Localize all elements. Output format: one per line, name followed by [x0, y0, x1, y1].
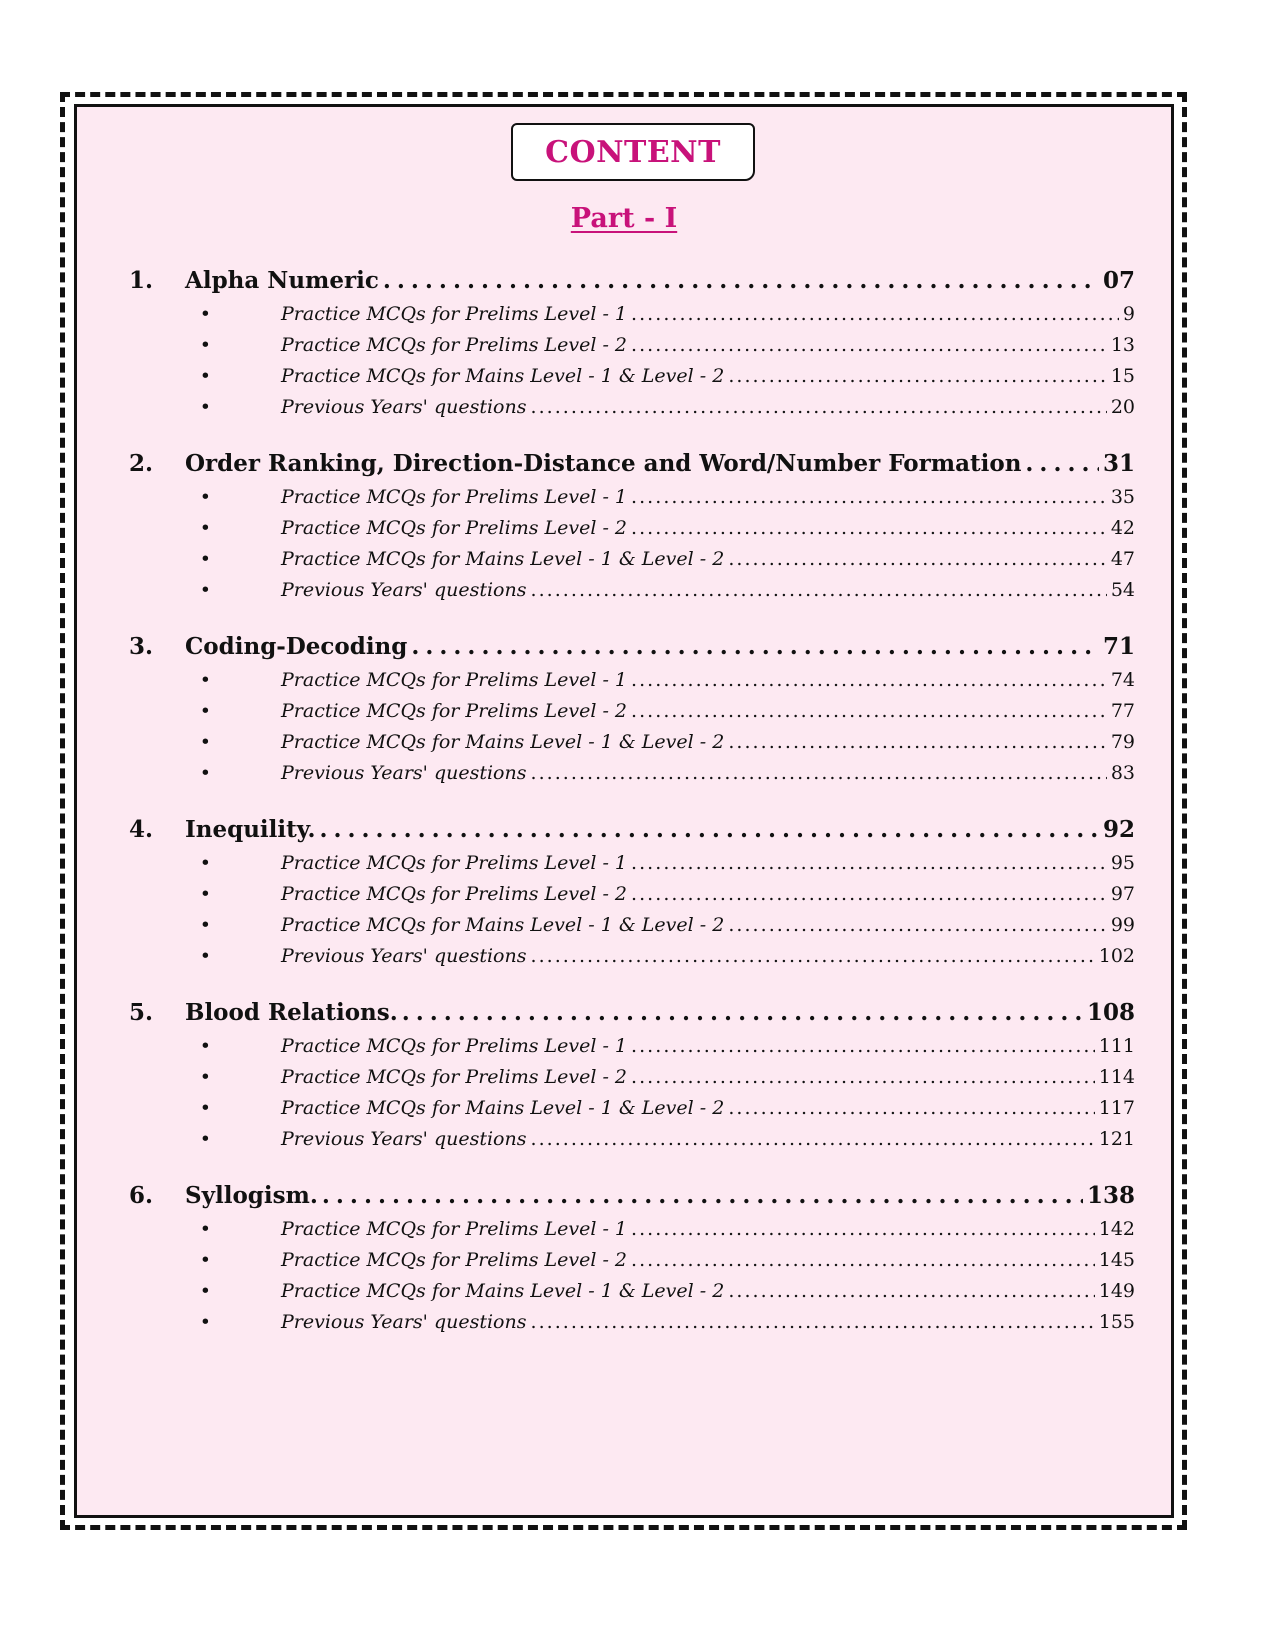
chapter-number: 4.	[129, 816, 154, 843]
subsection-entry[interactable]	[129, 1280, 1135, 1311]
chapter-section	[129, 816, 1135, 976]
subsection-page-number: 155	[1098, 1311, 1135, 1333]
subsection-entry[interactable]	[129, 852, 1135, 883]
dot-leader	[530, 945, 1094, 967]
page-title: CONTENT	[545, 134, 721, 170]
subsection-page-number: 95	[1110, 852, 1135, 874]
subsection-entry[interactable]	[129, 762, 1135, 793]
dot-leader	[728, 1097, 1094, 1119]
bullet-icon: •	[199, 579, 211, 601]
dot-leader	[530, 762, 1106, 784]
subsection-page-number: 35	[1110, 486, 1135, 508]
bullet-icon: •	[199, 852, 211, 874]
subsection-title: Practice MCQs for Prelims Level - 1	[281, 1035, 627, 1057]
chapter-number: 5.	[129, 999, 154, 1026]
chapter-number: 6.	[129, 1182, 154, 1209]
dot-leader	[383, 267, 1099, 294]
subsection-title: Practice MCQs for Prelims Level - 2	[281, 1066, 627, 1088]
chapter-entry[interactable]	[129, 633, 1135, 669]
subsection-entry[interactable]	[129, 700, 1135, 731]
dot-leader	[1025, 450, 1099, 477]
content-panel	[74, 104, 1174, 1518]
subsection-page-number: 9	[1122, 303, 1135, 325]
subsection-title: Practice MCQs for Prelims Level - 2	[281, 700, 627, 722]
subsection-entry[interactable]	[129, 945, 1135, 976]
table-of-contents	[129, 267, 1135, 1365]
subsection-entry[interactable]	[129, 486, 1135, 517]
dot-leader	[728, 1280, 1094, 1302]
dot-leader	[631, 852, 1107, 874]
dot-leader	[631, 700, 1107, 722]
subsection-page-number: 83	[1110, 762, 1135, 784]
subsection-title: Previous Years' questions	[281, 396, 527, 418]
chapter-page-number: 138	[1086, 1182, 1135, 1209]
dot-leader	[631, 669, 1107, 691]
subsection-entry[interactable]	[129, 1128, 1135, 1159]
subsection-title: Practice MCQs for Mains Level - 1 & Level - 2	[281, 914, 725, 936]
dot-leader	[631, 1035, 1095, 1057]
chapter-number: 2.	[129, 450, 154, 477]
subsection-entry[interactable]	[129, 731, 1135, 762]
chapter-page-number: 92	[1102, 816, 1135, 843]
subsection-entry[interactable]	[129, 548, 1135, 579]
bullet-icon: •	[199, 334, 211, 356]
part-heading: Part - I	[570, 203, 678, 234]
chapter-entry[interactable]	[129, 999, 1135, 1035]
dot-leader	[631, 1249, 1095, 1271]
bullet-icon: •	[199, 303, 211, 325]
subsection-page-number: 77	[1110, 700, 1135, 722]
bullet-icon: •	[199, 1249, 211, 1271]
subsection-title: Previous Years' questions	[281, 1128, 527, 1150]
subsection-title: Practice MCQs for Mains Level - 1 & Level - 2	[281, 548, 725, 570]
dot-leader	[411, 633, 1099, 660]
subsection-page-number: 145	[1098, 1249, 1135, 1271]
subsection-page-number: 54	[1110, 579, 1135, 601]
dot-leader	[631, 1218, 1095, 1240]
subsection-entry[interactable]	[129, 303, 1135, 334]
subsection-title: Previous Years' questions	[281, 945, 527, 967]
dot-leader	[728, 548, 1107, 570]
bullet-icon: •	[199, 486, 211, 508]
subsection-title: Practice MCQs for Prelims Level - 1	[281, 669, 627, 691]
bullet-icon: •	[199, 517, 211, 539]
subsection-page-number: 121	[1098, 1128, 1135, 1150]
chapter-section	[129, 1182, 1135, 1342]
dot-leader	[631, 883, 1107, 905]
subsection-entry[interactable]	[129, 1249, 1135, 1280]
subsection-page-number: 15	[1110, 365, 1135, 387]
subsection-page-number: 114	[1098, 1066, 1135, 1088]
chapter-title: Order Ranking, Direction-Distance and Word/Number Formation	[185, 450, 1022, 477]
subsection-title: Practice MCQs for Prelims Level - 1	[281, 852, 627, 874]
dot-leader	[530, 579, 1106, 601]
subsection-title: Previous Years' questions	[281, 1311, 527, 1333]
bullet-icon: •	[199, 945, 211, 967]
chapter-number: 1.	[129, 267, 154, 294]
bullet-icon: •	[199, 883, 211, 905]
chapter-title: Inequility.	[185, 816, 316, 843]
bullet-icon: •	[199, 396, 211, 418]
subsection-title: Practice MCQs for Prelims Level - 2	[281, 1249, 627, 1271]
chapter-page-number: 71	[1102, 633, 1135, 660]
chapter-section	[129, 267, 1135, 427]
bullet-icon: •	[199, 365, 211, 387]
bullet-icon: •	[199, 669, 211, 691]
dot-leader	[530, 1311, 1094, 1333]
bullet-icon: •	[199, 1280, 211, 1302]
subsection-page-number: 149	[1098, 1280, 1135, 1302]
dot-leader	[631, 303, 1119, 325]
bullet-icon: •	[199, 1128, 211, 1150]
subsection-page-number: 111	[1098, 1035, 1135, 1057]
subsection-title: Previous Years' questions	[281, 762, 527, 784]
chapter-section	[129, 633, 1135, 793]
subsection-entry[interactable]	[129, 1218, 1135, 1249]
subsection-page-number: 97	[1110, 883, 1135, 905]
subsection-title: Practice MCQs for Prelims Level - 1	[281, 303, 627, 325]
chapter-title: Blood Relations.	[185, 999, 398, 1026]
dot-leader	[631, 517, 1107, 539]
chapter-page-number: 31	[1102, 450, 1135, 477]
bullet-icon: •	[199, 1218, 211, 1240]
subsection-entry[interactable]	[129, 1311, 1135, 1342]
subsection-entry[interactable]	[129, 1097, 1135, 1128]
chapter-entry[interactable]	[129, 1182, 1135, 1218]
subsection-title: Practice MCQs for Mains Level - 1 & Level - 2	[281, 1280, 725, 1302]
subsection-page-number: 102	[1098, 945, 1135, 967]
subsection-page-number: 142	[1098, 1218, 1135, 1240]
subsection-entry[interactable]	[129, 517, 1135, 548]
subsection-title: Practice MCQs for Mains Level - 1 & Level - 2	[281, 365, 725, 387]
dot-leader	[530, 396, 1106, 418]
chapter-title: Syllogism.	[185, 1182, 318, 1209]
bullet-icon: •	[199, 1066, 211, 1088]
subsection-page-number: 74	[1110, 669, 1135, 691]
bullet-icon: •	[199, 700, 211, 722]
subsection-entry[interactable]	[129, 1035, 1135, 1066]
bullet-icon: •	[199, 548, 211, 570]
subsection-entry[interactable]	[129, 669, 1135, 700]
chapter-page-number: 07	[1102, 267, 1135, 294]
dot-leader	[631, 334, 1107, 356]
dot-leader	[530, 1128, 1094, 1150]
subsection-title: Practice MCQs for Prelims Level - 2	[281, 883, 627, 905]
subsection-entry[interactable]	[129, 883, 1135, 914]
chapter-entry[interactable]	[129, 816, 1135, 852]
chapter-number: 3.	[129, 633, 154, 660]
subsection-entry[interactable]	[129, 334, 1135, 365]
bullet-icon: •	[199, 1311, 211, 1333]
chapter-section	[129, 999, 1135, 1159]
bullet-icon: •	[199, 1035, 211, 1057]
subsection-title: Practice MCQs for Prelims Level - 1	[281, 486, 627, 508]
subsection-page-number: 117	[1098, 1097, 1135, 1119]
bullet-icon: •	[199, 762, 211, 784]
chapter-entry[interactable]	[129, 267, 1135, 303]
bullet-icon: •	[199, 914, 211, 936]
chapter-section	[129, 450, 1135, 610]
dot-leader	[728, 731, 1107, 753]
subsection-title: Previous Years' questions	[281, 579, 527, 601]
dot-leader	[631, 1066, 1095, 1088]
subsection-title: Practice MCQs for Prelims Level - 2	[281, 517, 627, 539]
dot-leader	[320, 816, 1099, 843]
subsection-title: Practice MCQs for Prelims Level - 1	[281, 1218, 627, 1240]
subsection-entry[interactable]	[129, 914, 1135, 945]
subsection-title: Practice MCQs for Mains Level - 1 & Level - 2	[281, 731, 725, 753]
chapter-title: Coding-Decoding	[185, 633, 408, 660]
bullet-icon: •	[199, 1097, 211, 1119]
subsection-entry[interactable]	[129, 579, 1135, 610]
subsection-title: Practice MCQs for Prelims Level - 2	[281, 334, 627, 356]
title-box	[511, 123, 755, 181]
subsection-entry[interactable]	[129, 365, 1135, 396]
subsection-page-number: 79	[1110, 731, 1135, 753]
subsection-entry[interactable]	[129, 396, 1135, 427]
chapter-entry[interactable]	[129, 450, 1135, 486]
dot-leader	[728, 914, 1107, 936]
subsection-page-number: 13	[1110, 334, 1135, 356]
dot-leader	[402, 999, 1083, 1026]
subsection-entry[interactable]	[129, 1066, 1135, 1097]
subsection-title: Practice MCQs for Mains Level - 1 & Level - 2	[281, 1097, 725, 1119]
dot-leader	[728, 365, 1107, 387]
bullet-icon: •	[199, 731, 211, 753]
subsection-page-number: 20	[1110, 396, 1135, 418]
subsection-page-number: 47	[1110, 548, 1135, 570]
subsection-page-number: 42	[1110, 517, 1135, 539]
chapter-title: Alpha Numeric	[185, 267, 379, 294]
dot-leader	[631, 486, 1107, 508]
chapter-page-number: 108	[1086, 999, 1135, 1026]
subsection-page-number: 99	[1110, 914, 1135, 936]
dot-leader	[322, 1182, 1083, 1209]
